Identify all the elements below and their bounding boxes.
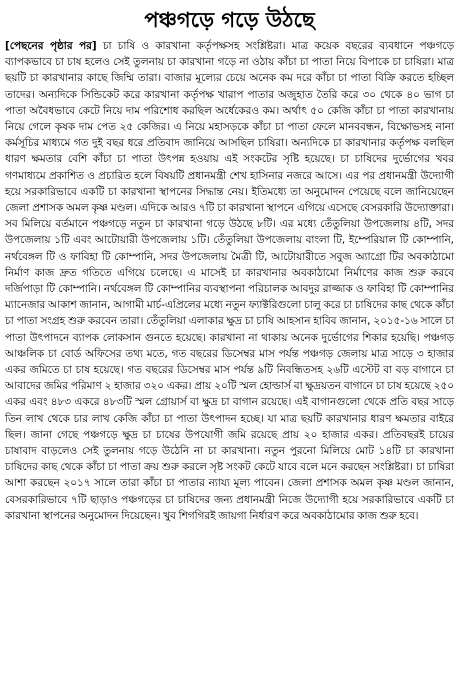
continuation-label: [পেছনের পৃষ্ঠার পর] xyxy=(5,40,97,52)
article-text: চা চাষি ও কারখানা কর্তৃপক্ষসহ সংশ্লিষ্টরা। মাত্র কয়েক বছরের ব্যবধানে পঞ্চগড়ে ব্যাপকভাবে চা চাষ হলেও সেই তুলনায় চা কারখানা গড়ে না ওঠায় কাঁচা চা পাতা নিয়ে বিপাকে চা চাষিরা। মাত্র ছয়টি চা কারখানার কাছে জিম্মি তারা। বাজার মূল্যের চেয়ে অনেক কম দরে কাঁচা চা পাতা বিক্রি করতে হচ্ছিল তাদের। অন্যদিকে সিন্ডিকেট করে কারখানা কর্তৃপক্ষ খারাপ পাতার অজুহাত তৈরি করে ৩০ থেকে ৪০ ভাগ চা পাতা অবৈধভাবে কেটে নিয়ে দাম পরিশোধ করছিল অর্ধেকেরও কম। অর্থাৎ ৫০ কেজি কাঁচা চা পাতা কারখানায় নিয়ে গেলে কৃষক দাম পেত ২৫ কেজির। এ নিয়ে মহাসড়কে কাঁচা চা পাতা ফেলে মানববন্ধন, বিক্ষোভসহ নানা কর্মসূচির মাধ্যমে গত দুই বছর ধরে প্রতিবাদ জানিয়ে আসছিল চাষিরা। অন্যদিকে চা কারখানার কর্তৃপক্ষ বলছিল ধারণ ক্ষমতার বেশি কাঁচা চা পাতা উৎপন্ন হওয়ায় এই সংকটের সৃষ্টি হয়েছে। চা চাষিদের দুর্ভোগের খবর গণমাধ্যমে প্রকাশিত ও প্রচারিত হলে বিষয়টি প্রধানমন্ত্রী শেখ হাসিনার নজরে আসে। এর পর প্রধানমন্ত্রী উদ্যোগী হয়ে সরকারিভাবে একটি চা কারখানা স্থাপনের সিদ্ধান্ত নেয়। ইতিমধ্যে তা অনুমোদন পেয়েছে বলে জানিয়েছেন জেলা প্রশাসক অমল কৃষ্ণ মণ্ডল। এদিকে আরও ৭টি চা কারখানা স্থাপনে এগিয়ে এসেছে বেসরকারি উদ্যোক্তারা। সব মিলিয়ে বর্তমানে পঞ্চগড়ে নতুন চা কারখানা গড়ে উঠছে ৮টি। এর মধ্যে তেঁতুলিয়া উপজেলায় ৪টি, সদর উপজেলায় ১টি এবং আটোয়ারী উপজেলায় ১টি। তেঁতুলিয়া উপজেলায় বাংলা টি, ইম্পেরিয়াল টি কোম্পানি, নর্থবেঙ্গল টি ও ফাবিহা টি কোম্পানি, সদর উপজেলায় মৈত্রী টি, আটোয়ারীতে সবুজ অ্যাগ্রো টির অবকাঠামো নির্মাণ কাজ দ্রুত গতিতে এগিয়ে চলেছে। এ মাসেই চা কারখানার অবকাঠামো নির্মাণের কাজ শুরু করবে দর্জিপাড়া টি কোম্পানি। নর্থবেঙ্গল টি কোম্পানির ব্যবস্থাপনা পরিচালক আবদুর রাজ্জাক ও ফাবিহা টি কোম্পানির ম্যানেজার আকাশ জানান, আগামী মার্চ-এপ্রিলের মধ্যে নতুন ফ্যাক্টরিগুলো চালু করে চা চাষিদের কাছ থেকে কাঁচা চা পাতা সংগ্রহ শুরু করবেন তারা। তেঁতুলিয়া এলাকার ক্ষুদ্র চা চাষি আহসান হাবিব জানান, ২০১৫-১৬ সালে চা পাতা উৎপাদনে ব্যাপক লোকসান গুনতে হয়েছে। কারখানা না থাকায় অনেক দুর্ভোগের শিকার হয়েছি। পঞ্চগড় আঞ্চলিক চা বোর্ড অফিসের তথ্য মতে, গত বছরের ডিসেম্বর মাস পর্যন্ত পঞ্চগড় জেলায় মাত্র সাড়ে ৩ হাজার একর জমিতে চা চাষ হয়েছে। গত বছরের ডিসেম্বর মাস পর্যন্ত ৯টি নিবন্ধিতসহ ২৬টি এস্টেট বা বড় বাগানে চা আবাদের জমির পরিমাণ ২ হাজার ৩২০ একর। প্রায় ২০টি স্মল হোল্ডার্স বা ক্ষুদ্রয়তন বাগানে চা চাষ হয়েছে ২৫০ একর এবং ৪৮৩ একরে ৪৮৩টি স্মল গ্রোয়ার্স বা ক্ষুদ্র চা বাগান রয়েছে। এই বাগানগুলো থেকে প্রতি বছর সাড়ে তিন লাখ থেকে চার লাখ কেজি কাঁচা চা পাতা উৎপাদন হচ্ছে। যা মাত্র ছয়টি কারখানার ধারণ ক্ষমতার বাইরে ছিল। জানা গেছে পঞ্চগড়ে ক্ষুদ্র চা চাষের উপযোগী জমি রয়েছে প্রায় ২০ হাজার একর। প্রতিবছরই চায়ের চাষাবাদ বাড়লেও সেই তুলনায় গড়ে উঠেনি না চা কারখানা। নতুন পুরনো মিলিয়ে মোট ১৪টি চা কারখানা চাষিদের কাছ থেকে কাঁচা চা পাতা ক্রয় শুরু করলে সৃষ্ট সংকট কেটে যাবে বলে মনে করছেন সংশ্লিষ্টরা। চা চাষিরা আশা করছেন ২০১৭ সালে তারা কাঁচা চা পাতার ন্যায্য মূল্য পাবেন। জেলা প্রশাসক অমল কৃষ্ণ মণ্ডল জানান, বেসরকারিভাবে ৭টি ছাড়াও পঞ্চগড়ের চা চাষিদের জন্য প্রধানমন্ত্রী নিজে উদ্যোগী হয়ে সরকারিভাবে একটি চা কারখানা স্থাপনের অনুমোদন দিয়েছেন। খুব শিগগিরই জায়গা নির্ধারণ করে অবকাঠামোর কাজ শুরু হবে। xyxy=(5,40,454,522)
article-body xyxy=(5,38,454,524)
headline: পঞ্চগড়ে গড়ে উঠছে xyxy=(144,8,315,32)
